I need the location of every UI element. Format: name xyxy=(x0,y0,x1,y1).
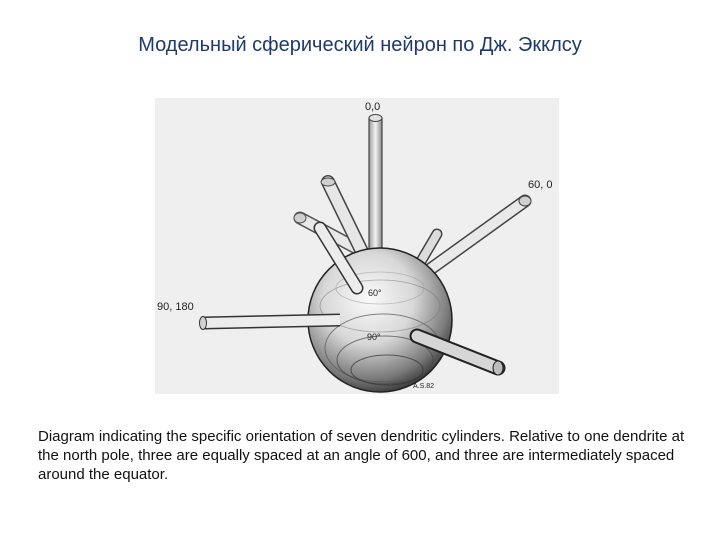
dendrite-north-pole xyxy=(369,115,382,259)
label-upper-right: 60, 0 xyxy=(528,179,553,191)
label-mid-angle: 60° xyxy=(368,288,382,298)
spherical-neuron-diagram xyxy=(155,98,559,394)
label-signature: A.S.82 xyxy=(413,383,435,390)
label-left: 90, 180 xyxy=(157,301,194,313)
slide-title: Модельный сферический нейрон по Дж. Экклсу xyxy=(138,34,582,56)
label-equator-angle: 90° xyxy=(367,332,381,342)
figure-caption: Diagram indicating the specific orientation of seven dendritic cylinders. Relative to one dendrite at the north pole, three are equally spaced at an angle of 600, and three are intermediately spaced around the equator. xyxy=(38,428,685,483)
label-north-pole: 0,0 xyxy=(365,101,381,113)
